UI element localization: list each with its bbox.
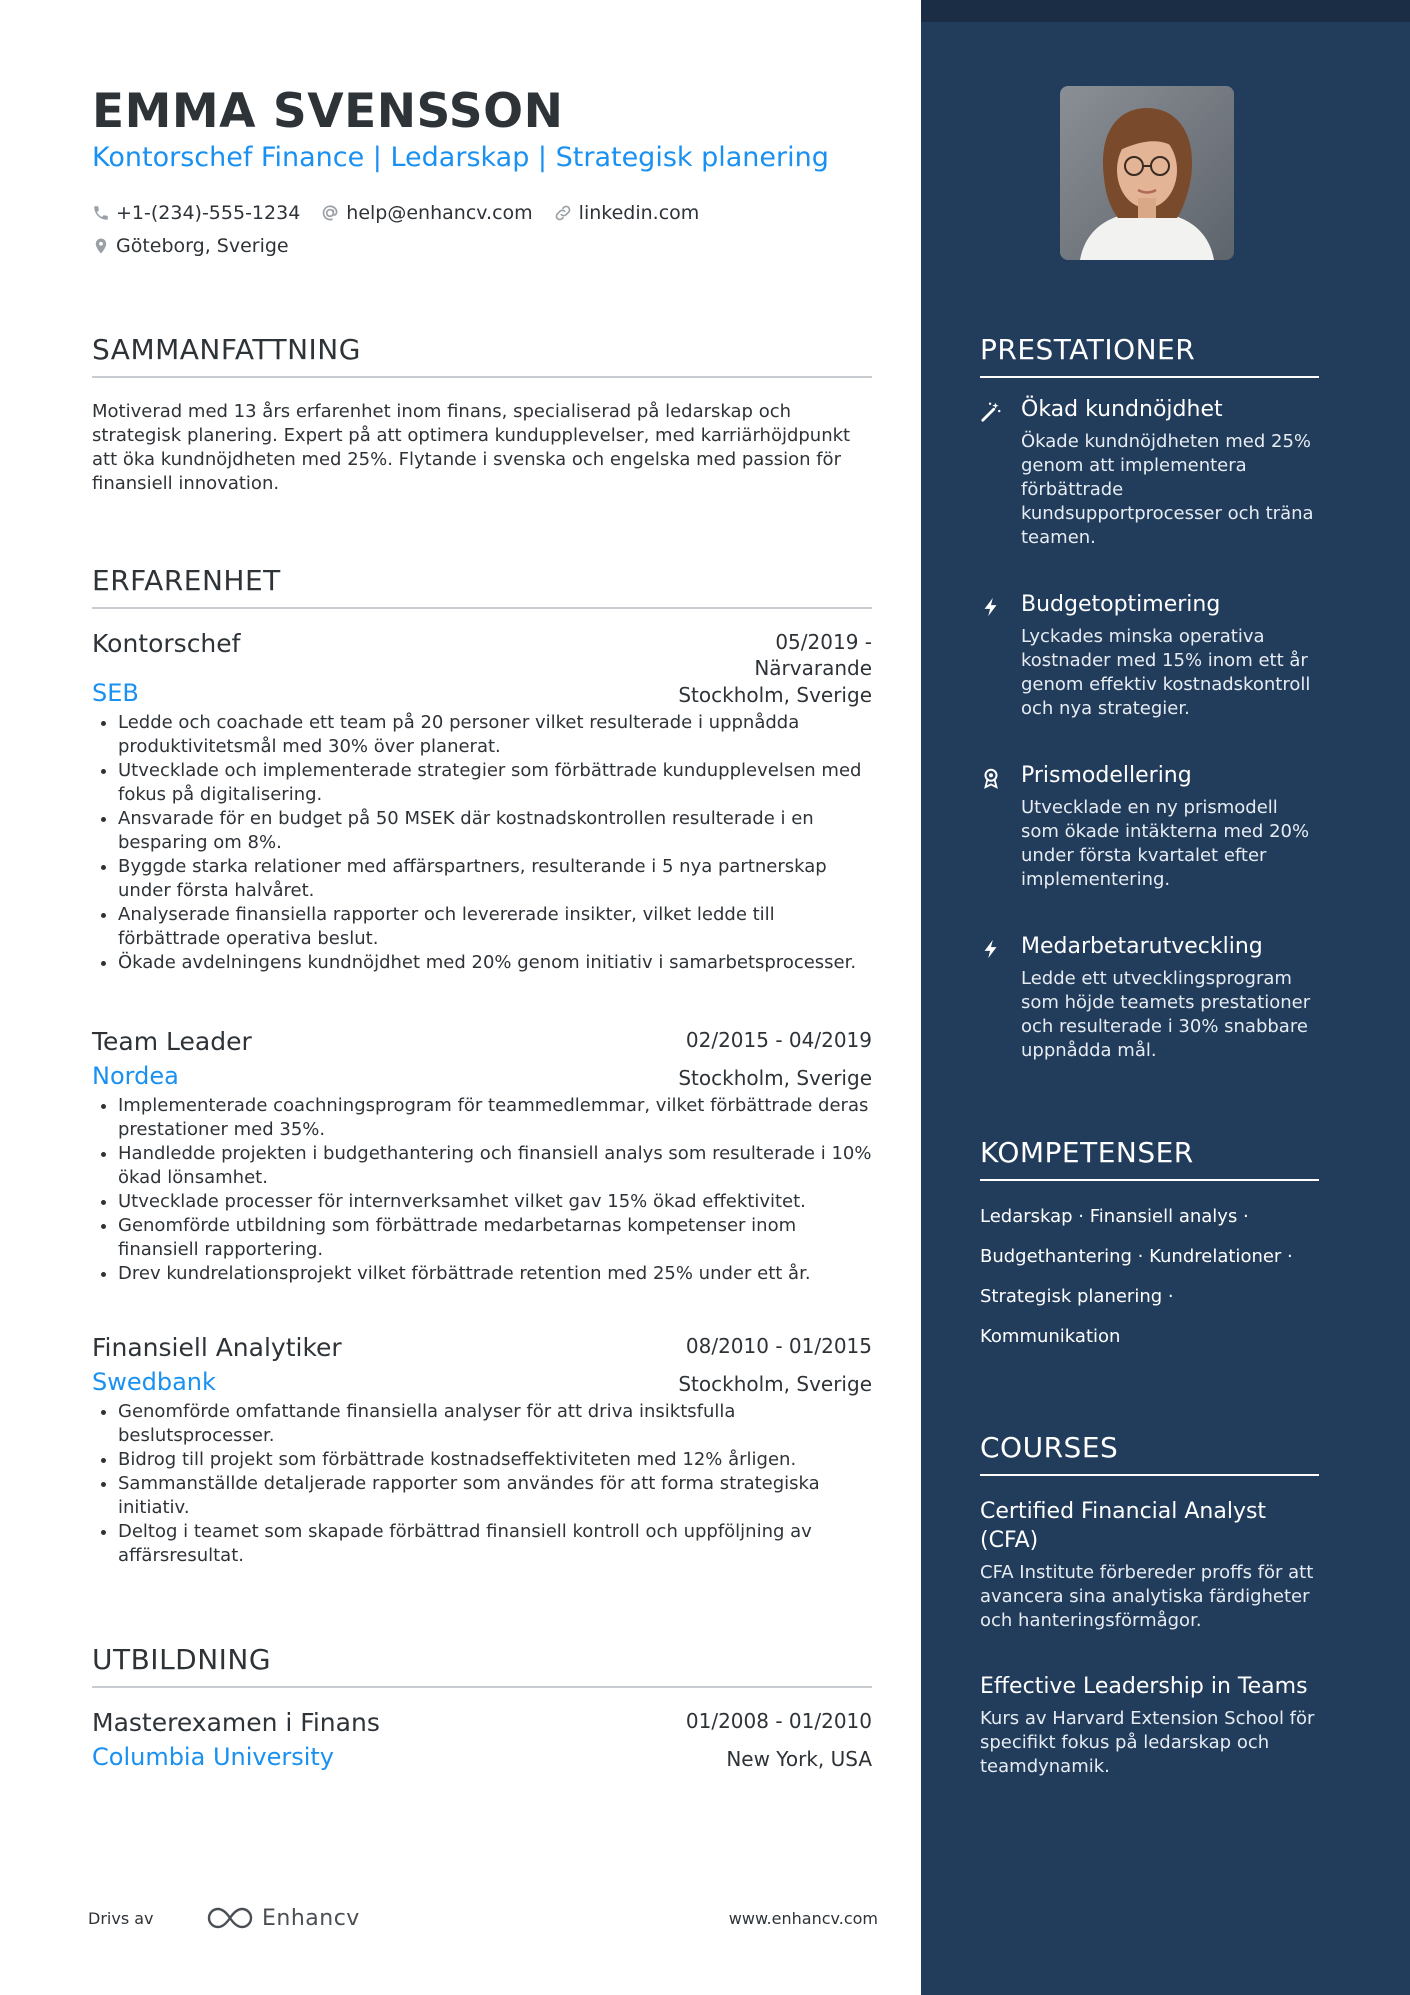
brand-name: Enhancv [262,1905,360,1931]
company-name[interactable]: SEB [92,679,139,707]
sidebar [921,0,1410,1995]
bullet-item: • Ökade avdelningens kundnöjdhet med 20% genom initiativ i samarbetsprocesser. [118,951,872,975]
company-name[interactable]: Swedbank [92,1368,216,1396]
enhancv-logo[interactable] [206,1905,360,1931]
job-entry [92,1333,872,1568]
achievement-desc: Lyckades minska operativa kostnader med 15% inom ett år genom effektiv kostnadskontroll och nya strategier. [1021,626,1311,719]
skills-line: Ledarskap · Finansiell analys · [980,1206,1249,1227]
courses-section [980,1431,1319,1777]
school-name[interactable]: Columbia University [92,1743,335,1771]
sidebar-topbar [921,0,1410,22]
job-date-end: Närvarande [754,656,872,680]
contact-location [92,235,289,257]
bullet-item: • Ledde och coachade ett team på 20 personer vilket resulterade i uppnådda produktivitetsmål med 30% över planerat. [118,711,872,759]
company-name[interactable]: Nordea [92,1062,179,1090]
achievement-title: Medarbetarutveckling [1021,934,1263,959]
job-date: 02/2015 - 04/2019 [685,1028,872,1052]
bullet-item: • Sammanställde detaljerade rapporter som användes för att forma strategiska initiativ. [118,1472,872,1520]
candidate-name: EMMA SVENSSON [92,84,564,139]
bullet-item: • Utvecklade och implementerade strategier som förbättrade kundupplevelsen med fokus på digitalisering. [118,759,872,807]
experience-title: ERFARENHET [92,564,281,597]
bullet-item: • Utvecklade processer för internverksamhet vilket gav 15% ökad effektivitet. [118,1190,872,1214]
contact-linkedin[interactable] [553,202,700,224]
skills-section [980,1136,1319,1357]
location-text: Göteborg, Sverige [116,234,289,257]
phone-text: +1-(234)-555-1234 [116,201,301,224]
link-icon [553,203,573,223]
course-item [980,1672,1319,1779]
job-date: 08/2010 - 01/2015 [685,1334,872,1358]
achievement-item [980,592,1319,721]
bullet-item: • Handledde projekten i budgethantering och finansiell analys som resulterade i 10% ökad lönsamhet. [118,1142,872,1190]
bullet-item: • Genomförde omfattande finansiella analyser för att driva insiktsfulla beslutsprocesser. [118,1400,872,1448]
section-divider [980,376,1319,378]
job-bullets [92,1094,872,1286]
footer [88,1905,878,1935]
section-divider [92,607,872,609]
location-pin-icon [92,236,110,256]
at-icon [320,203,340,223]
headline: Kontorschef Finance | Ledarskap | Strategisk planering [92,142,829,173]
magic-wand-icon [980,401,1002,423]
course-title: Effective Leadership in Teams [980,1674,1308,1699]
skills-title: KOMPETENSER [980,1136,1194,1169]
education-location: New York, USA [726,1747,872,1771]
skills-line: Budgethantering · Kundrelationer · [980,1246,1293,1267]
course-title: Certified Financial Analyst (CFA) [980,1499,1267,1553]
phone-icon [92,204,110,222]
summary-section [92,333,872,496]
contact-email[interactable] [320,202,532,224]
powered-by-text: Drivs av [88,1909,154,1928]
education-section [92,1643,872,1771]
job-title: Finansiell Analytiker [92,1333,342,1362]
lightning-icon [980,938,1002,960]
skills-line: Strategisk planering · [980,1286,1174,1307]
degree-title: Masterexamen i Finans [92,1708,380,1737]
contact-phone[interactable] [92,202,300,224]
bullet-item: • Analyserade finansiella rapporter och levererade insikter, vilket ledde till förbättrade operativa beslut. [118,903,872,951]
skills-list [980,1197,1319,1357]
enhancv-logo-icon [206,1905,254,1931]
job-date [754,629,872,681]
course-item [980,1497,1319,1633]
achievement-title: Budgetoptimering [1021,592,1221,617]
section-divider [980,1474,1319,1476]
job-entry [92,1027,872,1286]
achievement-item [980,763,1319,892]
website-link[interactable]: www.enhancv.com [728,1909,878,1928]
email-text: help@enhancv.com [346,201,533,224]
achievement-desc: Ökade kundnöjdheten med 25% genom att implementera förbättrade kundsupportprocesser och träna teamen. [1021,431,1314,548]
job-title: Kontorschef [92,629,241,658]
education-title: UTBILDNING [92,1643,272,1676]
bullet-item: • Ansvarade för en budget på 50 MSEK där kostnadskontrollen resulterade i en besparing om 8%. [118,807,872,855]
award-ribbon-icon [980,767,1002,789]
bullet-item: • Byggde starka relationer med affärspartners, resulterande i 5 nya partnerskap under första halvåret. [118,855,872,903]
achievement-item [980,397,1319,550]
lightning-icon [980,596,1002,618]
courses-title: COURSES [980,1431,1119,1464]
section-divider [980,1179,1319,1181]
job-date-start: 05/2019 - [775,630,872,654]
achievement-title: Ökad kundnöjdhet [1021,397,1223,422]
job-bullets [92,711,872,975]
bullet-item: • Implementerade coachningsprogram för teammedlemmar, vilket förbättrade deras prestationer med 35%. [118,1094,872,1142]
experience-section [92,564,872,609]
bullet-item: • Deltog i teamet som skapade förbättrad finansiell kontroll och uppföljning av affärsresultat. [118,1520,872,1568]
achievements-title: PRESTATIONER [980,333,1196,366]
job-location: Stockholm, Sverige [678,683,872,707]
achievement-title: Prismodellering [1021,763,1192,788]
summary-text: Motiverad med 13 års erfarenhet inom finans, specialiserad på ledarskap och strategisk planering. Expert på att optimera kundupplevelser, med karriärhöjdpunkt att öka kundnöjdheten med 25%. Flytande i svenska och engelska med passion för finansiell innovation. [92,401,851,494]
achievements-section [980,333,1319,1061]
bullet-item: • Bidrog till projekt som förbättrade kostnadseffektiviteten med 12% årligen. [118,1448,872,1472]
linkedin-text: linkedin.com [578,201,700,224]
achievement-item [980,934,1319,1063]
job-location: Stockholm, Sverige [678,1066,872,1090]
job-location: Stockholm, Sverige [678,1372,872,1396]
achievement-desc: Ledde ett utvecklingsprogram som höjde teamets prestationer och resulterade i 30% snabbare uppnådda mål. [1021,968,1311,1061]
section-divider [92,1686,872,1688]
skills-line: Kommunikation [980,1326,1121,1347]
course-desc: CFA Institute förbereder proffs för att avancera sina analytiska färdigheter och hanteringsförmågor. [980,1562,1314,1631]
bullet-item: • Drev kundrelationsprojekt vilket förbättrade retention med 25% under ett år. [118,1262,872,1286]
contact-info [92,196,719,262]
job-bullets [92,1400,872,1568]
summary-title: SAMMANFATTNING [92,333,361,366]
section-divider [92,376,872,378]
course-desc: Kurs av Harvard Extension School för specifikt fokus på ledarskap och teamdynamik. [980,1708,1315,1777]
profile-photo-image [1060,86,1234,260]
education-date: 01/2008 - 01/2010 [685,1709,872,1733]
profile-photo [1060,86,1234,260]
job-entry [92,629,872,975]
job-title: Team Leader [92,1027,252,1056]
bullet-item: • Genomförde utbildning som förbättrade medarbetarnas kompetenser inom finansiell rapportering. [118,1214,872,1262]
achievement-desc: Utvecklade en ny prismodell som ökade intäkterna med 20% under första kvartalet efter implementering. [1021,797,1310,890]
